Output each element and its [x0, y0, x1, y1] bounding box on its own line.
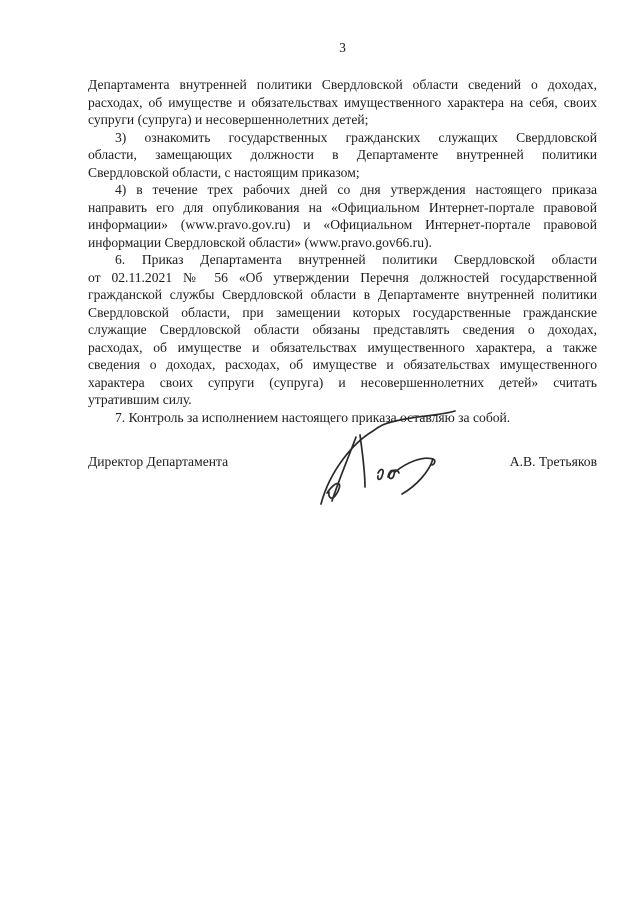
- paragraph-2: [88, 129, 597, 182]
- signature-row: [88, 453, 597, 471]
- text-line: информации» (www.pravo.gov.ru) и «Официальном Интернет-портале правовой: [88, 217, 597, 232]
- text-line: области, замещающих должности в Департаменте внутренней политики: [88, 147, 597, 162]
- text-line: Свердловской области, с настоящим приказом;: [88, 164, 360, 180]
- paragraph-3: [88, 181, 597, 251]
- text-line: 6. Приказ Департамента внутренней политики Свердловской области: [115, 252, 597, 267]
- director-title-label: Директор Департамента: [88, 454, 229, 469]
- text-line: 4) в течение трех рабочих дней со дня утверждения настоящего приказа: [115, 182, 597, 197]
- text-line: информации Свердловской области» (www.pravo.gov66.ru).: [88, 234, 432, 250]
- text-line: 3) ознакомить государственных гражданских служащих Свердловской: [115, 129, 597, 145]
- text-line: служащие Свердловской области обязаны представлять сведения о доходах,: [88, 322, 597, 337]
- paragraph-5: [88, 409, 597, 427]
- text-line: Свердловской области, при замещении которых государственные гражданские: [88, 304, 597, 320]
- page-content: [88, 40, 597, 471]
- text-line: утратившим силу.: [88, 392, 192, 407]
- paragraph-1: [88, 76, 597, 129]
- page-number: 3: [339, 40, 346, 55]
- text-line: расходах, об имуществе и обязательствах имущественного характера, а также: [88, 339, 597, 355]
- document-body: [88, 76, 597, 426]
- text-line: Департамента внутренней политики Свердловской области сведений о доходах,: [88, 77, 597, 92]
- text-line: сведения о доходах, расходах, об имуществе и обязательствах имущественного: [88, 357, 597, 372]
- text-line: направить его для опубликования на «Официальном Интернет-портале правовой: [88, 199, 597, 215]
- text-line: от 02.11.2021 № 56 «Об утверждении Перечня должностей государственной: [88, 269, 597, 285]
- text-line: расходах, об имуществе и обязательствах имущественного характера на себя, своих: [88, 94, 597, 110]
- text-line: характера своих супруги (супруга) и несовершеннолетних детей» считать: [88, 374, 597, 390]
- paragraph-4: [88, 251, 597, 409]
- text-line: супруги (супруга) и несовершеннолетних детей;: [88, 112, 369, 127]
- signatory-name-label: А.В. Третьяков: [509, 454, 597, 469]
- text-line: 7. Контроль за исполнением настоящего приказа оставляю за собой.: [115, 409, 511, 425]
- text-line: гражданской службы Свердловской области в Департаменте внутренней политики: [88, 287, 597, 302]
